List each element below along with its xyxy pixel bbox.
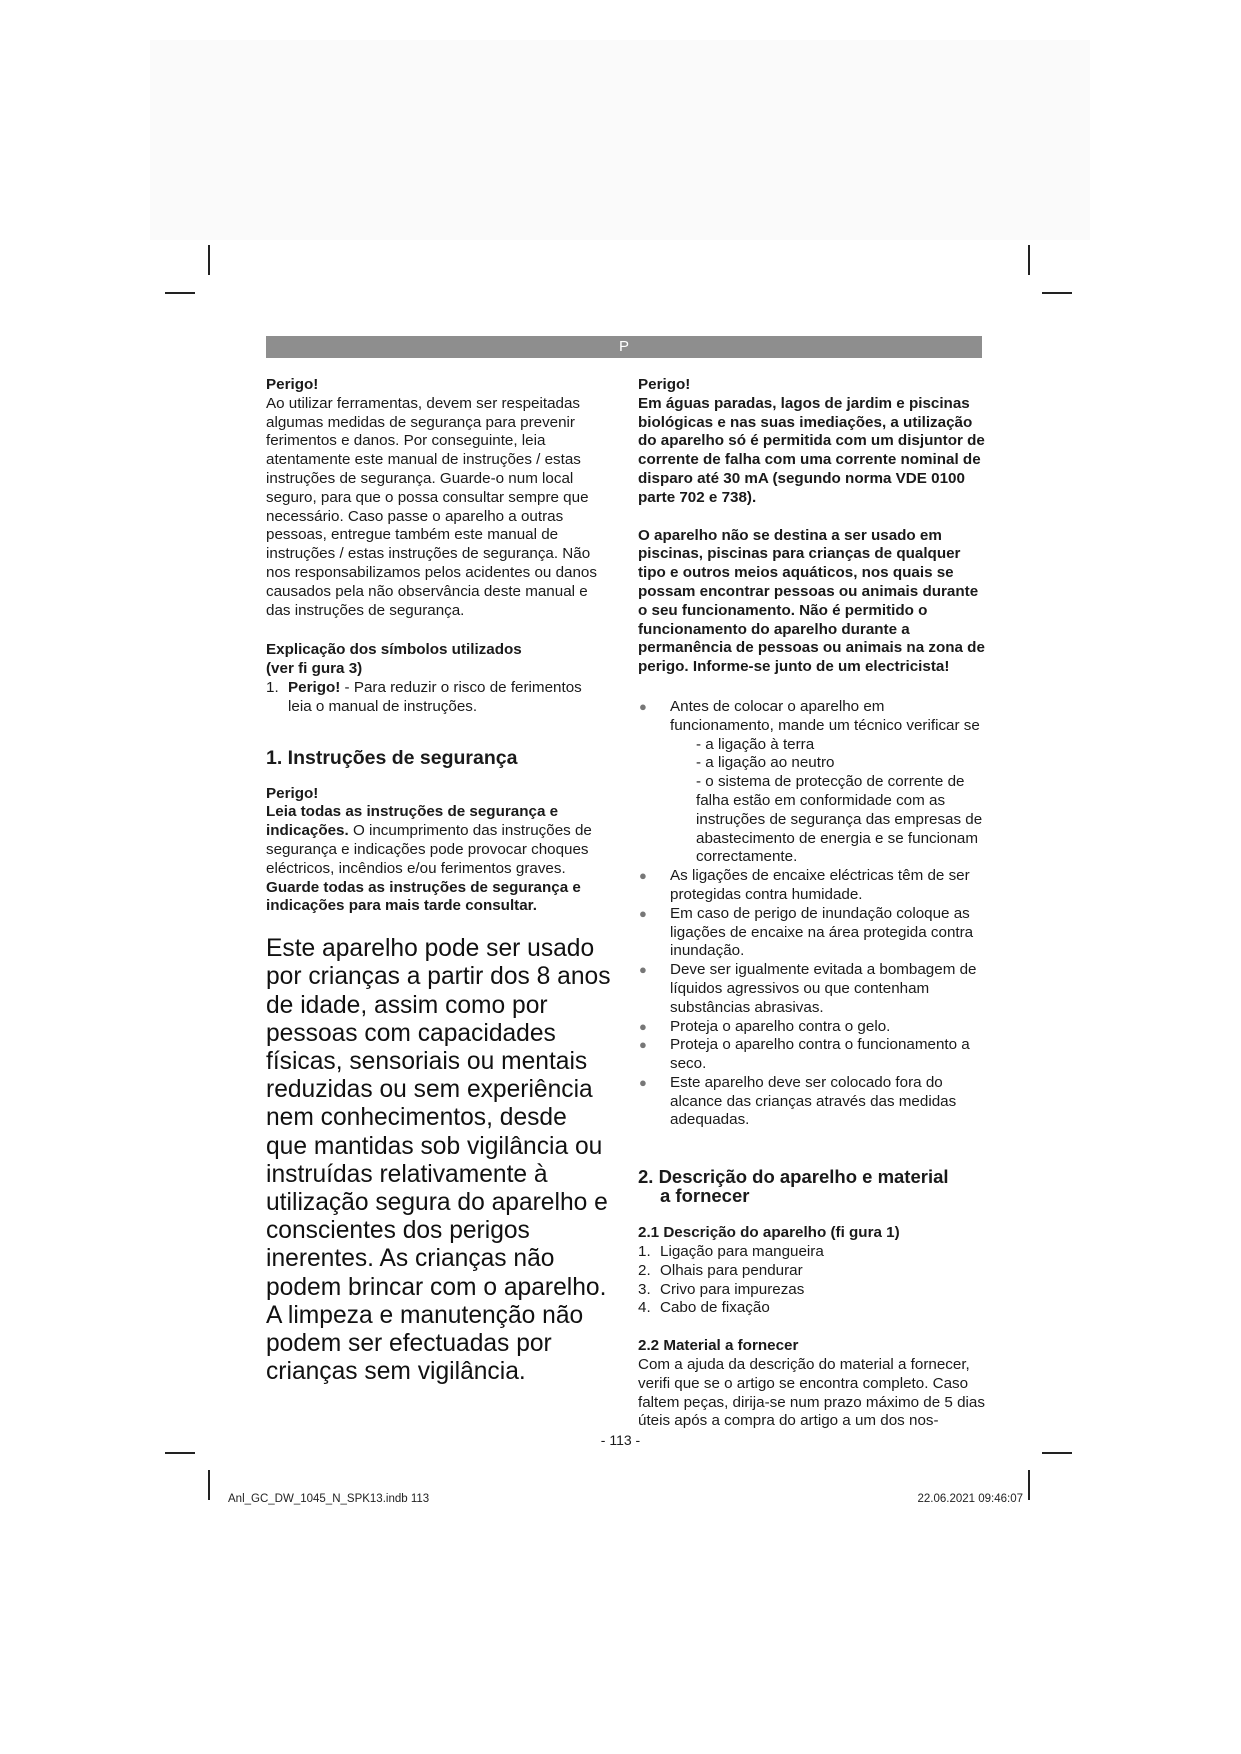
symbols-heading: Explicação dos símbolos utilizados (266, 641, 522, 659)
section1-paragraph (266, 803, 611, 878)
bullet-icon: ● (639, 698, 647, 714)
right-danger-pools: O aparelho não se destina a ser usado em piscinas, piscinas para crianças de qualquer tipo e outros meios aquáticos, nos quais se possam encontrar pessoas ou animais durante o seu funcionamento. Não é permitido o funcionamento do aparelho durante a permanência de pessoas ou animais na zona de perigo. Informe-se junto de um electricista! (638, 526, 985, 676)
bullet-text: Deve ser igualmente evitada a bombagem de líquidos agressivos ou que contenham substâncias abrasivas. (670, 961, 977, 1016)
bullet-text: Antes de colocar o aparelho em funcionamento, mande um técnico verificar se (670, 697, 980, 734)
crop-mark-bottom-right-h (1042, 1452, 1072, 1454)
list-item-number: 2. (638, 1261, 651, 1279)
section1-bold-intro: Leia todas as instruções de segurança e indicações. (266, 803, 559, 840)
danger-text: Ao utilizar ferramentas, devem ser respeitadas algumas medidas de segurança para prevenir ferimentos e danos. Por conseguinte, leia atentamente este manual de instruções / estas instruções de segurança. Guarde-o num local seguro, para que o possa consultar sempre que necessário. Caso passe o aparelho a outras pessoas, entregue também este manual de instruções / estas instruções de segurança. Não nos responsabilizamos pelos acidentes ou danos causados pela não observância deste manual e das instruções de segurança. (266, 394, 597, 619)
crop-mark-bottom-left-h (165, 1452, 195, 1454)
bullet-text: As ligações de encaixe eléctricas têm de ser protegidas contra humidade. (670, 867, 970, 903)
crop-mark-top-right-v (1028, 245, 1030, 275)
bullet-icon: ● (639, 1037, 647, 1053)
symbols-heading-ref: (ver fi gura 3) (266, 660, 363, 678)
language-label: P (618, 338, 629, 355)
section-title-description: 2. Descrição do aparelho e material (638, 1166, 949, 1188)
list-item-text: - Para reduzir o risco de ferimentos leia o manual de instruções. (288, 678, 582, 715)
right-column (638, 376, 986, 1431)
page-number: - 113 - (600, 1432, 641, 1448)
children-warning-large: Este aparelho pode ser usado por crianças a partir dos 8 anos de idade, assim como por pessoas com capacidades físicas, sensoriais ou mentais reduzidas ou sem experiência nem conhecimentos, desde que mantidas sob vigilância ou instruídas relativamente à utilização segura do aparelho e conscientes dos perigos inerentes. As crianças não podem brincar com o aparelho. A limpeza e manutenção não podem ser efectuadas por crianças sem vigilância. (266, 935, 611, 1386)
list-item (638, 905, 986, 961)
sub-item: - o sistema de protecção de corrente de falha estão em conformidade com as instruções de segurança das empresas de abastecimento de energia e se funcionam correctamente. (696, 773, 983, 866)
subsection-delivery: 2.2 Material a fornecer (638, 1337, 799, 1355)
left-column (266, 376, 611, 1386)
crop-mark-top-right-h (1042, 292, 1072, 294)
list-item (266, 679, 611, 717)
list-item-text: Crivo para impurezas (660, 1280, 805, 1298)
list-item (638, 1018, 986, 1037)
delivery-text: Com a ajuda da descrição do material a fornecer, verifi que se o artigo se encontra completo. Caso faltem peças, dirija-se num prazo máximo de 5 dias úteis após a compra do artigo a um dos nos- (638, 1356, 985, 1430)
section1-text: O incumprimento das instruções de segurança e indicações pode provocar choques eléctricos, incêndios e/ou ferimentos graves. (266, 822, 592, 877)
bullet-icon: ● (639, 905, 647, 921)
safety-bullet-list (638, 698, 986, 1130)
device-parts-list (638, 1243, 986, 1318)
crop-mark-bottom-right-v (1028, 1470, 1030, 1500)
list-item-text: Ligação para mangueira (660, 1243, 824, 1261)
footer-timestamp: 22.06.2021 09:46:07 (917, 1493, 1023, 1505)
section1-keep-note: Guarde todas as instruções de segurança e indicações para mais tarde consultar. (266, 878, 581, 915)
check-sub-list (664, 736, 986, 868)
section-title-safety: 1. Instruções de segurança (266, 746, 518, 769)
bullet-text: Proteja o aparelho contra o gelo. (670, 1017, 891, 1035)
sub-item: - a ligação ao neutro (696, 754, 835, 772)
list-item-bold: Perigo! (288, 678, 341, 696)
danger-title: Perigo! (266, 376, 319, 393)
bullet-icon: ● (639, 1074, 647, 1090)
list-item-text: Olhais para pendurar (660, 1261, 803, 1279)
section-title-description-cont: a fornecer (660, 1185, 750, 1207)
footer-file-name: Anl_GC_DW_1045_N_SPK13.indb 113 (228, 1493, 430, 1505)
list-item (638, 1281, 986, 1300)
list-item (638, 867, 986, 905)
sub-item: - a ligação à terra (696, 735, 815, 753)
right-danger-rcd: Em águas paradas, lagos de jardim e piscinas biológicas e nas suas imediações, a utilização do aparelho só é permitida com um disjuntor de corrente de falha com uma corrente nominal de disparo até 30 mA (segundo norma VDE 0100 parte 702 e 738). (638, 394, 985, 506)
background-smudge (150, 40, 1090, 240)
list-item (638, 961, 986, 1017)
bullet-text: Este aparelho deve ser colocado fora do alcance das crianças através das medidas adequadas. (670, 1073, 957, 1129)
list-item-number: 4. (638, 1299, 651, 1317)
bullet-text: Proteja o aparelho contra o funcionamento a seco. (670, 1036, 970, 1073)
subsection-device-description: 2.1 Descrição do aparelho (fi gura 1) (638, 1224, 900, 1242)
list-item-number: 3. (638, 1280, 651, 1298)
list-item (638, 1074, 986, 1130)
crop-mark-top-left-v (208, 245, 210, 275)
list-item-number: 1. (266, 678, 279, 696)
section1-danger: Perigo! (266, 784, 319, 802)
list-item-number: 1. (638, 1243, 651, 1261)
bullet-icon: ● (639, 868, 647, 884)
right-danger-title: Perigo! (638, 376, 691, 393)
symbols-list (266, 679, 611, 717)
bullet-text: Em caso de perigo de inundação coloque as ligações de encaixe na área protegida contra inundação. (670, 904, 974, 960)
crop-mark-bottom-left-v (208, 1470, 210, 1500)
list-item (638, 1262, 986, 1281)
list-item-text: Cabo de fixação (660, 1299, 770, 1317)
bullet-icon: ● (639, 962, 647, 978)
list-item (638, 1036, 986, 1074)
list-item (638, 698, 986, 867)
bullet-icon: ● (639, 1018, 647, 1034)
list-item (638, 1243, 986, 1262)
list-item (638, 1299, 986, 1318)
crop-mark-top-left-h (165, 292, 195, 294)
language-header-bar (266, 336, 982, 358)
